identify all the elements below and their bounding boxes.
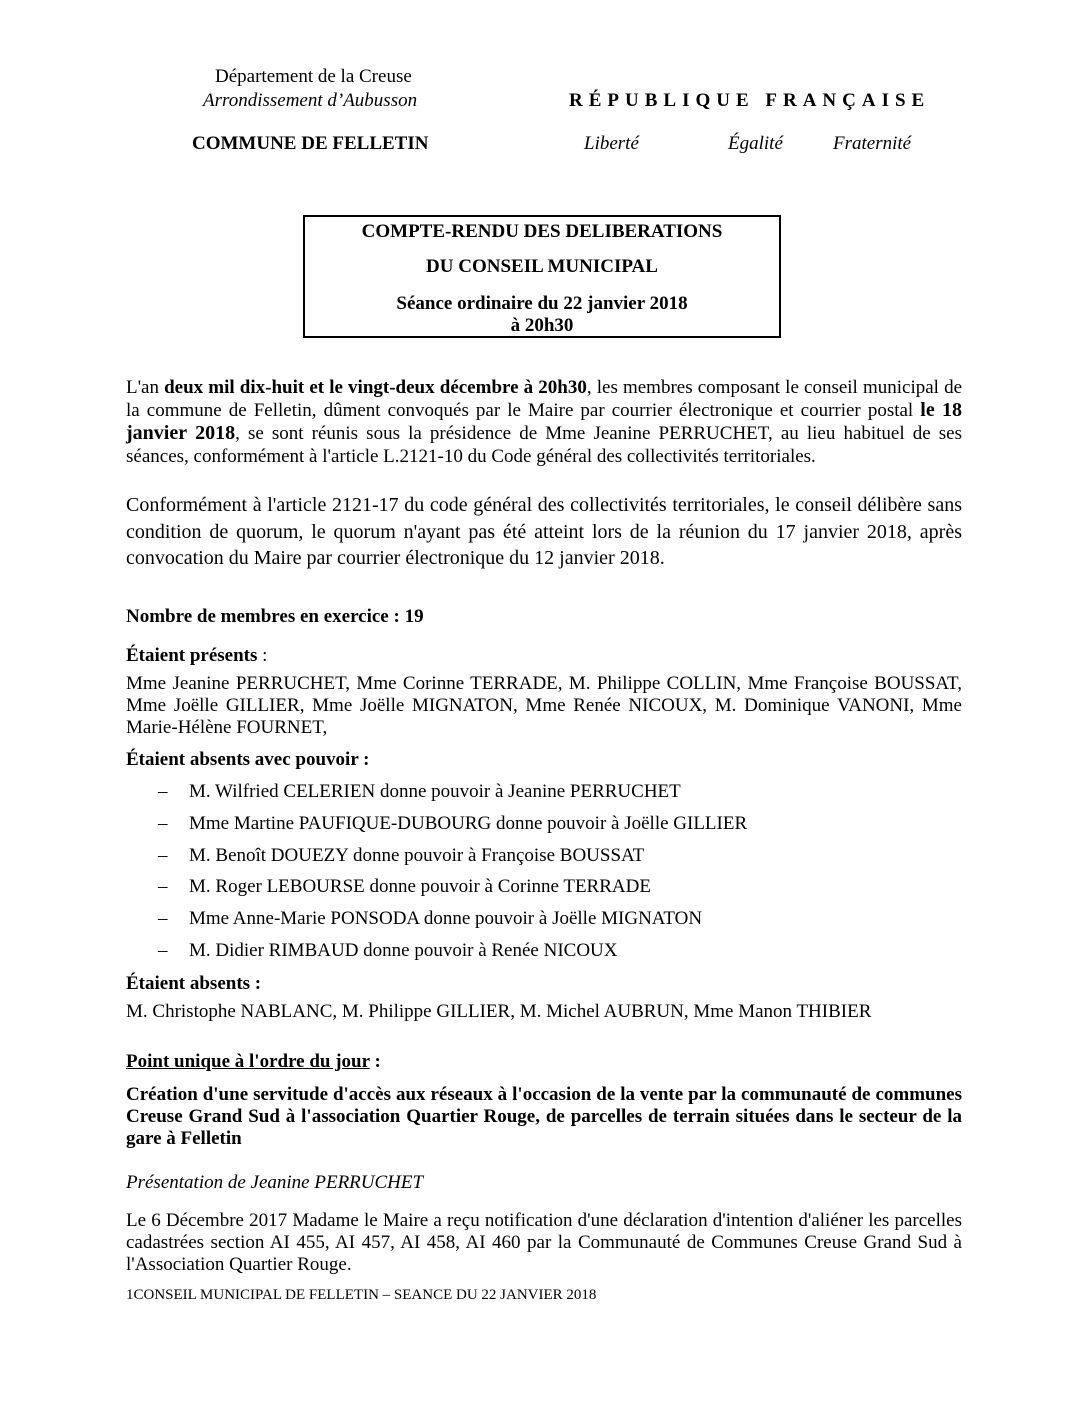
members-count: Nombre de membres en exercice : 19 [126,606,424,627]
motto-liberte: Liberté [584,133,639,154]
title-line-1: COMPTE-RENDU DES DELIBERATIONS [361,221,723,242]
commune: COMMUNE DE FELLETIN [192,133,429,154]
present-heading: Étaient présents : [126,645,268,666]
agenda-heading: Point unique à l'ordre du jour : [126,1051,381,1072]
present-list: Mme Jeanine PERRUCHET, Mme Corinne TERRADE, M. Philippe COLLIN, Mme Françoise BOUSSAT, Mme Joëlle GILLIER, Mme Joëlle MIGNATON, Mme Renée NICOUX, M. Dominique VANONI, Mme Marie-Hélène FOURNET, [126,673,962,738]
title-line-2: DU CONSEIL MUNICIPAL [426,256,658,277]
motto-egalite: Égalité [728,133,783,154]
bullet-dash: – [158,908,168,929]
presenter: Présentation de Jeanine PERRUCHET [126,1172,424,1193]
proxy-item: Mme Anne-Marie PONSODA donne pouvoir à Joëlle MIGNATON [189,908,703,929]
absent-heading: Étaient absents : [126,973,262,994]
quorum-paragraph: Conformément à l'article 2121-17 du code général des collectivités territoriales, le conseil délibère sans condition de quorum, le quorum n'ayant pas été atteint lors de la réunion du 17 janvier 2018, après convocation du Maire par courrier électronique du 12 janvier 2018. [126,494,962,569]
agenda-text: Le 6 Décembre 2017 Madame le Maire a reçu notification d'une déclaration d'intention d'aliéner les parcelles cadastrées section AI 455, AI 457, AI 458, AI 460 par la Communauté de Communes Creuse Grand Sud à l'Association Quartier Rouge. [126,1210,962,1275]
intro-paragraph: L'an deux mil dix-huit et le vingt-deux décembre à 20h30, les membres composant le conseil municipal de la commune de Felletin, dûment convoqués par le Maire par courrier électronique et courrier postal le 18 janvier 2018, se sont réunis sous la présidence de Mme Jeanine PERRUCHET, au lieu habituel de ses séances, conformément à l'article L.2121-10 du Code général des collectivités territoriales. [126,377,963,467]
bullet-dash: – [158,813,168,834]
bullet-dash: – [158,940,168,961]
bullet-dash: – [158,845,168,866]
proxy-heading: Étaient absents avec pouvoir : [126,749,370,770]
page-footer [126,1287,596,1304]
departement: Département de la Creuse [215,66,412,87]
page-number: 1 [126,1287,134,1303]
motto-fraternite: Fraternité [833,133,912,154]
bullet-dash: – [158,781,168,802]
republique-francaise: RÉPUBLIQUE FRANÇAISE [569,90,931,111]
proxy-item: Mme Martine PAUFIQUE-DUBOURG donne pouvoir à Joëlle GILLIER [189,813,748,834]
proxy-item: M. Roger LEBOURSE donne pouvoir à Corinne TERRADE [189,876,651,897]
session-time: à 20h30 [510,315,574,336]
title-box [303,215,781,338]
proxy-item: M. Wilfried CELERIEN donne pouvoir à Jeanine PERRUCHET [189,781,681,802]
absent-list: M. Christophe NABLANC, M. Philippe GILLIER, M. Michel AUBRUN, Mme Manon THIBIER [126,1001,872,1022]
proxy-item: M. Didier RIMBAUD donne pouvoir à Renée NICOUX [189,940,618,961]
agenda-subject: Création d'une servitude d'accès aux réseaux à l'occasion de la vente par la communauté de communes Creuse Grand Sud à l'association Quartier Rouge, de parcelles de terrain situées dans le secteur de la gare à Felletin [126,1084,962,1149]
proxy-item: M. Benoît DOUEZY donne pouvoir à Françoise BOUSSAT [189,845,645,866]
session-date: Séance ordinaire du 22 janvier 2018 [396,293,688,314]
arrondissement: Arrondissement d’Aubusson [203,90,418,111]
footer-text: CONSEIL MUNICIPAL DE FELLETIN – SEANCE DU 22 JANVIER 2018 [133,1287,597,1303]
bullet-dash: – [158,876,168,897]
